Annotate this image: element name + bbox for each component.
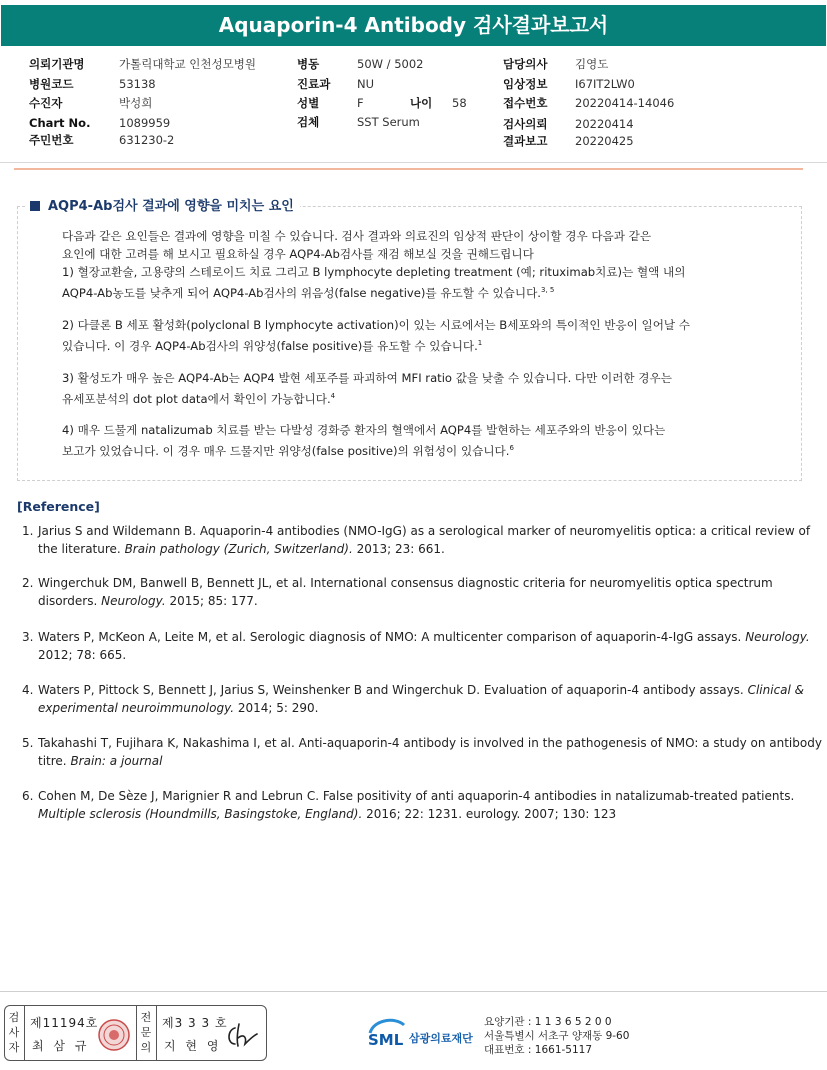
label-resident-no: 주민번호: [29, 133, 74, 147]
footer-divider: [0, 991, 827, 992]
value-specimen: SST Serum: [357, 115, 420, 129]
factor-2-line-1: 2) 다클론 B 세포 활성화(polyclonal B lymphocyte activation)이 있는 시료에서는 B세포와의 특이적인 반응이 일어날 수: [62, 318, 690, 332]
lab-name: 삼광의료재단: [409, 1032, 473, 1045]
lab-phone: 대표번호 : 1661-5117: [484, 1044, 593, 1056]
label-chart-no: Chart No.: [29, 116, 91, 130]
reference-item: 6. Cohen M, De Sèze J, Marignier R and Lebrun C. False positivity of anti aquaporin-4 antibodies in natalizumab-treated patients. Multiple sclerosis (Houndmills, Basingstoke, England). 2016; 22: 1231. eurology. 2007; 130: 123: [22, 789, 795, 821]
factors-title: [26, 195, 300, 214]
citation-sup: 3, 5: [540, 286, 555, 294]
lab-address: 서울특별시 서초구 양재동 9-60: [484, 1030, 630, 1042]
examiner-name: 최 삼 규: [32, 1039, 90, 1053]
label-requesting-institution: 의뢰기관명: [29, 57, 85, 71]
square-bullet-icon: [30, 201, 40, 211]
value-request-date: 20220414: [575, 117, 634, 131]
label-ward: 병동: [297, 57, 320, 71]
report-title: Aquaporin-4 Antibody 검사결과보고서: [1, 5, 826, 46]
specialist-label: 전문의: [140, 1011, 152, 1054]
value-ward: 50W / 5002: [357, 57, 424, 71]
label-physician: 담당의사: [503, 57, 548, 71]
citation-sup: 6: [509, 444, 514, 452]
factor-2: 2) 다클론 B 세포 활성화(polyclonal B lymphocyte activation)이 있는 시료에서는 B세포와의 특이적인 반응이 일어날 수 있습니다. 이 경우 AQP4-Ab검사의 위양성(false positive)를 유도할 수 있습니다.$^1$: [62, 316, 787, 355]
factor-1-line-2: AQP4-Ab농도를 낮추게 되어 AQP4-Ab검사의 위음성(false negative)를 유도할 수 있습니다.$^{3, 5}$: [62, 285, 555, 300]
factor-4: 4) 매우 드물게 natalizumab 치료를 받는 다발성 경화증 환자의 혈액에서 AQP4를 발현하는 세포주와의 반응이 있다는 보고가 있었습니다. 이 경우 매우 드물지만 위양성(false positive)의 위험성이 있습니다.$^6$: [62, 421, 787, 460]
handwritten-signature-icon: [223, 1020, 261, 1050]
value-sex: F: [357, 96, 364, 110]
lab-info: [484, 1015, 629, 1057]
factor-1-line-1: 1) 혈장교환술, 고용량의 스테로이드 치료 그리고 B lymphocyte depleting treatment (예; rituximab치료)는 혈액 내의: [62, 265, 686, 279]
signature-box: [4, 1005, 267, 1061]
seal-stamp-icon: [97, 1018, 131, 1052]
reference-item: 3. Waters P, McKeon A, Leite M, et al. Serologic diagnosis of NMO: A multicenter comparison of aquaporin-4-IgG assays. Neurology. 2012; 78: 665.: [22, 630, 810, 662]
label-clinical-info: 임상정보: [503, 77, 548, 91]
value-resident-no: 631230-2: [119, 133, 175, 147]
citation-sup: 4: [330, 392, 336, 400]
value-report-date: 20220425: [575, 134, 634, 148]
label-department: 진료과: [297, 77, 331, 91]
value-chart-no: 1089959: [119, 116, 171, 130]
value-department: NU: [357, 77, 375, 91]
specialist-license-no: 제3 3 3 호: [162, 1016, 228, 1030]
reference-item: 4. Waters P, Pittock S, Bennett J, Jarius S, Weinshenker B and Wingerchuk D. Evaluation of aquaporin-4 antibody assays. Clinical & experimental neuroimmunology. 2014; 5: 290.: [22, 683, 805, 715]
label-specimen: 검체: [297, 115, 320, 129]
examiner-label: 검사자: [8, 1011, 20, 1054]
factors-title-text: AQP4-Ab검사 결과에 영향을 미치는 요인: [48, 199, 294, 214]
factor-4-line-1: 4) 매우 드물게 natalizumab 치료를 받는 다발성 경화증 환자의 혈액에서 AQP4를 발현하는 세포주와의 반응이 있다는: [62, 423, 666, 437]
label-request-date: 검사의뢰: [503, 117, 548, 131]
intro-line-1: 다음과 같은 요인들은 결과에 영향을 미칠 수 있습니다. 검사 결과와 의료진의 임상적 판단이 상이할 경우 다음과 같은: [62, 229, 652, 243]
lab-code: 요양기관 : 1 1 3 6 5 2 0 0: [484, 1016, 612, 1028]
value-receipt-no: 20220414-14046: [575, 96, 675, 110]
label-report-date: 결과보고: [503, 134, 548, 148]
value-patient-name: 박성희: [119, 96, 153, 110]
accent-divider: [14, 168, 803, 170]
factor-3-line-1: 3) 활성도가 매우 높은 AQP4-Ab는 AQP4 발현 세포주를 파괴하여 MFI ratio 값을 낮출 수 있습니다. 다만 이러한 경우는: [62, 371, 672, 385]
sml-logo: [366, 1013, 473, 1053]
value-physician: 김영도: [575, 57, 609, 71]
value-clinical-info: I67IT2LW0: [575, 77, 635, 91]
sml-logo-icon: [366, 1013, 406, 1049]
value-hospital-code: 53138: [119, 77, 156, 91]
reference-item: 5. Takahashi T, Fujihara K, Nakashima I, et al. Anti-aquaporin-4 antibody is involved in the pathogenesis of NMO: a study on antibody titre. Brain: a journal: [22, 736, 822, 768]
sml-initials: SML: [368, 1031, 404, 1049]
divider: [0, 162, 827, 163]
specialist-name: 지 현 영: [164, 1039, 222, 1053]
label-age: 나이: [410, 96, 433, 110]
label-hospital-code: 병원코드: [29, 77, 74, 91]
reference-item: 2. Wingerchuk DM, Banwell B, Bennett JL, et al. International consensus diagnostic criteria for neuromyelitis optica spectrum disorders. Neurology. 2015; 85: 177.: [22, 576, 773, 608]
label-patient-name: 수진자: [29, 96, 63, 110]
value-requesting-institution: 가톨릭대학교 인천성모병원: [119, 57, 256, 71]
value-age: 58: [452, 96, 467, 110]
intro-line-2: 요인에 대한 고려를 해 보시고 필요하실 경우 AQP4-Ab검사를 재검 해보실 것을 권해드립니다: [62, 247, 534, 261]
citation-sup: 1: [477, 339, 483, 347]
reference-item: 1. Jarius S and Wildemann B. Aquaporin-4 antibodies (NMO-IgG) as a serological marker of neuromyelitis optica: a critical review of the literature. Brain pathology (Zurich, Switzerland). 2013; 23: 661.: [22, 524, 811, 556]
factors-intro: [62, 227, 787, 302]
factor-3: 3) 활성도가 매우 높은 AQP4-Ab는 AQP4 발현 세포주를 파괴하여 MFI ratio 값을 낮출 수 있습니다. 다만 이러한 경우는 유세포분석의 dot plot data에서 확인이 가능합니다.$^4$: [62, 369, 787, 408]
reference-heading: [Reference]: [17, 499, 100, 514]
label-sex: 성별: [297, 96, 320, 110]
examiner-license-no: 제11194호: [30, 1016, 99, 1030]
label-receipt-no: 접수번호: [503, 96, 548, 110]
